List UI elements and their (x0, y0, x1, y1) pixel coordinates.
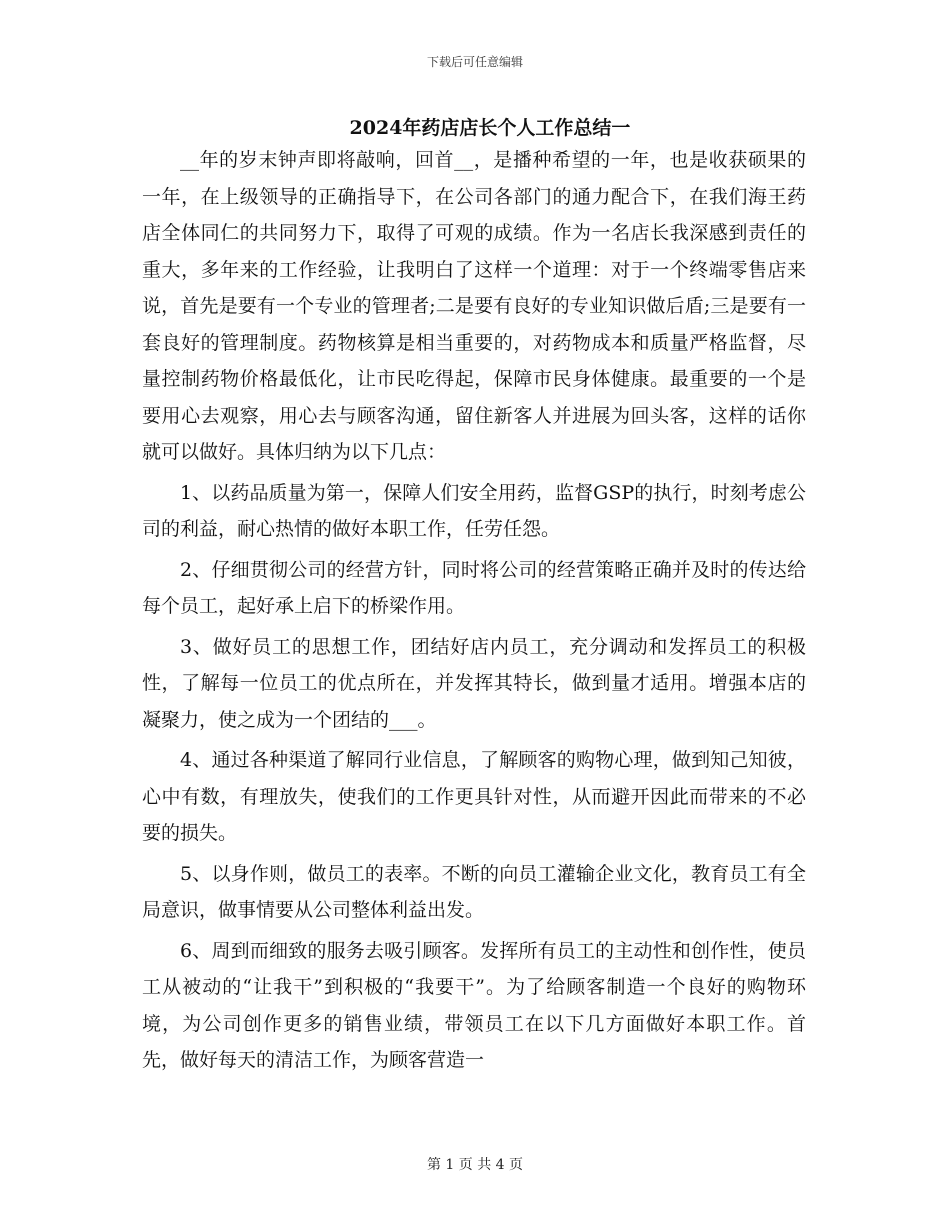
list-item-1: 1、以药品质量为第一，保障人们安全用药，监督GSP的执行，时刻考虑公司的利益，耐心热情的做好本职工作，任劳任怨。 (142, 481, 806, 540)
list-item-2: 2、仔细贯彻公司的经营方针，同时将公司的经营策略正确并及时的传达给每个员工，起好承上启下的桥梁作用。 (142, 558, 806, 617)
list-item-3: 3、做好员工的思想工作，团结好店内员工，充分调动和发挥员工的积极性，了解每一位员工的优点所在，并发挥其特长，做到量才适用。增强本店的凝聚力，使之成为一个团结的___。 (142, 635, 806, 731)
header-note: 下载后可任意编辑 (426, 55, 523, 69)
page-number-footer: 第 1 页 共 4 页 (426, 1157, 524, 1173)
list-item-4: 4、通过各种渠道了解同行业信息，了解顾客的购物心理，做到知己知彼，心中有数，有理放失，使我们的工作更具针对性，从而避开因此而带来的不必要的损失。 (142, 749, 806, 844)
document-title: 2024年药店店长个人工作总结一 (349, 117, 631, 139)
list-item-6: 6、周到而细致的服务去吸引顾客。发挥所有员工的主动性和创作性，使员工从被动的“让我干”到积极的“我要干”。为了给顾客制造一个良好的购物环境，为公司创作更多的销售业绩，带领员工在以下几方面做好本职工作。首先，做好每天的清洁工作，为顾客营造一 (142, 939, 806, 1071)
document-body (142, 142, 806, 1083)
list-item-5: 5、以身作则，做员工的表率。不断的向员工灌输企业文化，教育员工有全局意识，做事情要从公司整体利益出发。 (142, 862, 806, 921)
intro-paragraph: __年的岁末钟声即将敲响，回首__，是播种希望的一年，也是收获硕果的一年，在上级领导的正确指导下，在公司各部门的通力配合下，在我们海王药店全体同仁的共同努力下，取得了可观的成绩。作为一名店长我深感到责任的重大，多年来的工作经验，让我明白了这样一个道理：对于一个终端零售店来说，首先是要有一个专业的管理者;二是要有良好的专业知识做后盾;三是要有一套良好的管理制度。药物核算是相当重要的，对药物成本和质量严格监督，尽量控制药物价格最低化，让市民吃得起，保障市民身体健康。最重要的一个是要用心去观察，用心去与顾客沟通，留住新客人并进展为回头客，这样的话你就可以做好。具体归纳为以下几点： (142, 149, 806, 463)
